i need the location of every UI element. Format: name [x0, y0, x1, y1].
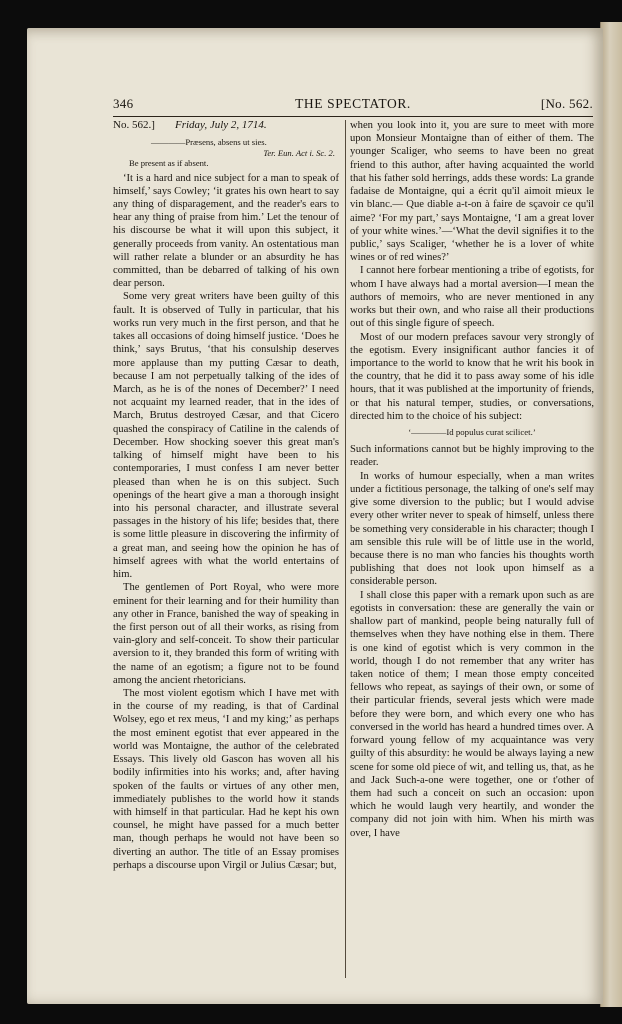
page-number: 346 [113, 96, 134, 111]
running-title: THE SPECTATOR. [295, 96, 411, 111]
motto-latin: ————Præsens, absens ut sies. [151, 137, 267, 147]
running-head [113, 96, 593, 112]
paragraph: Some very great writers have been guilty of this fault. It is observed of Tully in particular, that his works run very much in the first person, and that he takes all occasions of doing himself justice. ‘Does he think,’ says Brutus, ‘that his consulship deserves more applause than my putting Cæsar to death, because I am not perpetually talking of the ides of March, as he is of the nones of December?’ I need not acquaint my learned reader, that in the ides of March, Brutus destroyed Cæsar, and that Cicero quashed the conspiracy of Catiline in the calends of December. How shocking soever this great man's talking of himself might have been to his contemporaries, I must confess I am never better pleased than when he is on this subject. Such openings of the heart give a man a thorough insight into his personal character, and illustrate several passages in the history of his life; besides that, there is some little pleasure in discovering the infirmity of a great man, and seeing how the opinion he has of himself agrees with what the world entertains of him. [113, 291, 339, 581]
paragraph: ‘It is a hard and nice subject for a man to speak of himself,’ says Cowley; ‘it grates his own heart to say any thing of disparagement, and the reader's ears to hear any thing of praise from him.’ Let the tenour of his discourse be what it will upon this subject, it generally proceeds from vanity. An ostentatious man will rather relate a blunder or an absurdity he has committed, than be debarred of talking of his own dear person. [113, 172, 339, 290]
paragraph: The most violent egotism which I have met with in the course of my reading, is that of Cardinal Wolsey, ego et rex meus, ‘I and my king;’ as perhaps the most eminent egotist that ever appeared in the world was Montaigne, the author of the celebrated Essays. This lively old Gascon has woven all his bodily infirmities into his works; and, after having spoken of the faults or virtues of any other men, immediately publishes to the world how it stands with himself in that particular. Had he kept his own counsel, he might have passed for a much better man, though perhaps he would not have been so diverting an author. The title of an Essay promises perhaps a discourse upon Virgil or Julius Cæsar; but, [113, 688, 339, 871]
book-page [27, 28, 603, 1004]
latin-quotation: ‘————Id populus curat scilicet.’ [408, 427, 536, 438]
paragraph: when you look into it, you are sure to meet with more upon Monsieur Montaigne than of either of them. The younger Scaliger, who seems to have been no great friend to this author, after having acquainted the world that his father sold herrings, adds these words: La grande fadaise de Montaigne, qui a écrit qu'il aimoit mieux le vin blanc.— Que diable a-t-on à faire de sçavoir ce qu'il aime? ‘For my part,’ says Montaigne, ‘I am a great lover of your white wines.’—‘What the devil signifies it to the public,’ says Scaliger, ‘whether he is a lover of white wines or of red wines?’ [350, 120, 594, 264]
header-rule [113, 116, 593, 117]
article-heading [113, 119, 339, 135]
paragraph: The gentlemen of Port Royal, who were more eminent for their learning and for their humility than any other in France, banished the way of speaking in the first person out of all their works, as rising from vain-glory and self-conceit. To show their particular aversion to it, they branded this form of writing with the name of an egotism; a figure not to be found among the ancient rhetoricians. [113, 582, 339, 686]
paragraph: I shall close this paper with a remark upon such as are egotists in conversation: these are generally the vain or shallow part of mankind, people being naturally full of themselves when they have nothing else in them. There is one kind of egotist which is very common in the world, though I do not remember that any writer has taken notice of them; I mean those empty conceited fellows who repeat, as sayings of their own, or some of their particular friends, several jests which were made before they were born, and which every one who has conversed in the world has heard a hundred times over. A forward young fellow of my acquaintance was very guilty of this absurdity: he would be always laying a new scene for some old piece of wit, and telling us, that, as he and Jack Such-a-one were together, one or t'other of them had such a conceit on such an occasion: upon which he would laugh very heartily, and wonder the company did not join with him. When his mirth was over, I have [350, 589, 594, 839]
motto-source: Ter. Eun. Act i. Sc. 2. [263, 147, 335, 158]
column-divider [345, 120, 346, 978]
article-date: Friday, July 2, 1714. [175, 119, 267, 131]
paragraph: In works of humour especially, when a man writes under a fictitious personage, the talking of one's self may give some diversion to the public; but I would advise every other writer never to speak of himself, unless there be something very considerable in his character; though I am sensible this rule will be of little use in the world, because there is no man who fancies his thoughts worth publishing that does not look upon himself as a considerable person. [350, 470, 594, 588]
paragraph: Most of our modern prefaces savour very strongly of the egotism. Every insignificant author fancies it of importance to the world to know that he writ his book in the country, that he did it to pass away some of his idle hours, that it was published at the importunity of friends, or that his natural temper, studies, or conversations, directed him to the choice of his subject: [350, 331, 594, 422]
issue-reference: [No. 562. [540, 96, 593, 111]
motto [113, 137, 339, 169]
motto-translation: Be present as if absent. [129, 158, 209, 168]
paragraph: Such informations cannot but be highly improving to the reader. [350, 444, 594, 469]
article-number: No. 562.] [113, 119, 155, 131]
paragraph: I cannot here forbear mentioning a tribe of egotists, for whom I have always had a mortal aversion—I mean the authors of memoirs, who are never mentioned in any works but their own, and who raise all their productions out of this single figure of speech. [350, 265, 594, 330]
left-column [113, 119, 339, 872]
book-spine-edge [600, 22, 622, 1007]
right-column [350, 119, 594, 840]
